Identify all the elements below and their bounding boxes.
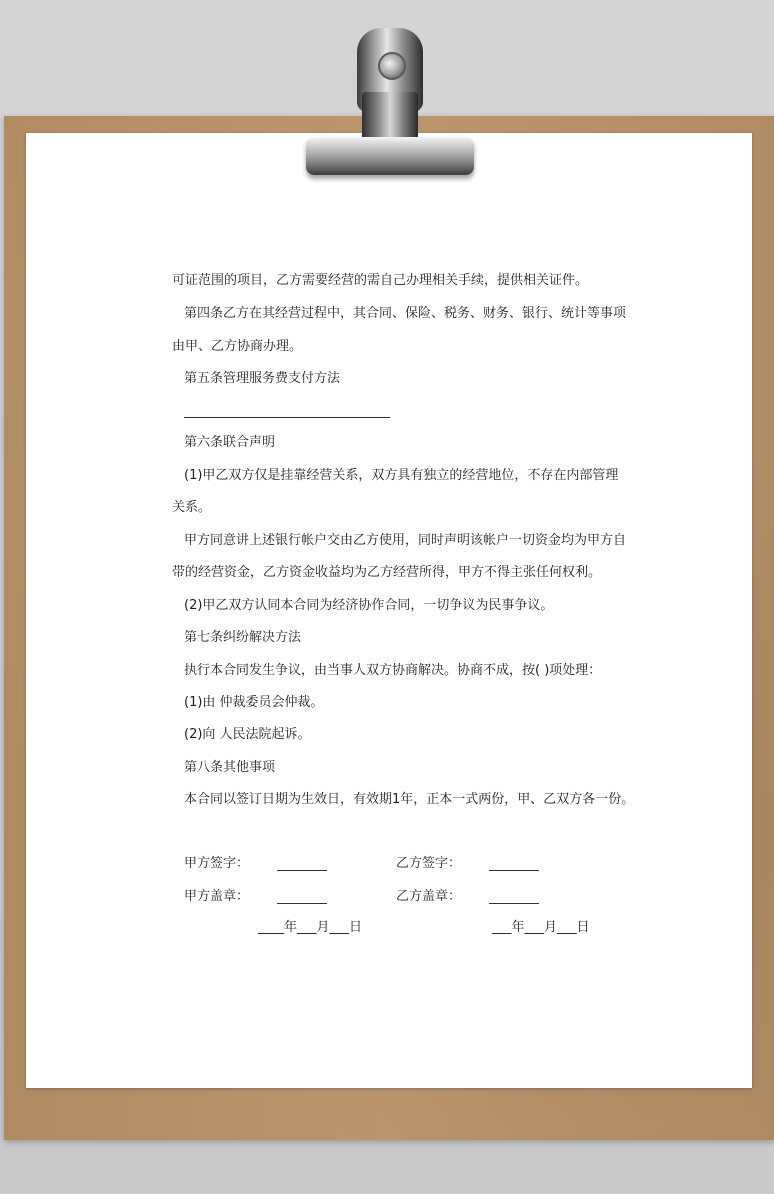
binder-clip (300, 22, 480, 182)
section-heading: 第八条其他事项 (184, 760, 276, 775)
party-b-seal-blank (489, 903, 539, 904)
party-b-signature-blank (489, 870, 539, 871)
section-heading: 第七条纠纷解决方法 (184, 630, 302, 645)
paragraph-line: (2)甲乙双方认同本合同为经济协作合同，一切争议为民事争议。 (184, 598, 554, 613)
section-heading: 第六条联合声明 (184, 435, 276, 450)
paragraph-line: 第四条乙方在其经营过程中，其合同、保险、税务、财务、银行、统计等事项 (184, 306, 627, 321)
paragraph-line: 带的经营资金，乙方资金收益均为乙方经营所得，甲方不得主张任何权利。 (172, 565, 602, 580)
party-b-signature-label: 乙方签字： (396, 856, 462, 871)
party-b-seal-label: 乙方盖章： (396, 889, 462, 904)
party-a-seal-blank (277, 903, 327, 904)
party-b-date: ___年___月___日 (492, 920, 590, 935)
paragraph-line: (2)向 人民法院起诉。 (184, 727, 311, 742)
party-a-seal-label: 甲方盖章： (184, 889, 250, 904)
paragraph-line: (1)甲乙双方仅是挂靠经营关系，双方具有独立的经营地位，不存在内部管理 (184, 468, 619, 483)
paragraph-line: 可证范围的项目，乙方需要经营的需自己办理相关手续，提供相关证件。 (172, 273, 589, 288)
document-page (26, 133, 752, 1088)
paragraph-line: 由甲、乙方协商办理。 (172, 339, 303, 354)
fill-in-blank-line (184, 417, 390, 418)
paragraph-line: 关系。 (172, 500, 212, 515)
paragraph-line: 甲方同意讲上述银行帐户交由乙方使用，同时声明该帐户一切资金均为甲方自 (184, 533, 627, 548)
party-a-signature-blank (277, 870, 327, 871)
clip-hole (378, 52, 406, 80)
clip-neck (362, 92, 418, 142)
party-a-date: ____年___月___日 (258, 920, 363, 935)
clip-bar (306, 137, 474, 175)
paragraph-line: (1)由 仲裁委员会仲裁。 (184, 695, 324, 710)
paragraph-line: 本合同以签订日期为生效日，有效期1年，正本一式两份，甲、乙双方各一份。 (184, 792, 635, 807)
section-heading: 第五条管理服务费支付方法 (184, 371, 341, 386)
paragraph-line: 执行本合同发生争议，由当事人双方协商解决。协商不成，按( )项处理： (184, 663, 602, 678)
party-a-signature-label: 甲方签字： (184, 856, 250, 871)
